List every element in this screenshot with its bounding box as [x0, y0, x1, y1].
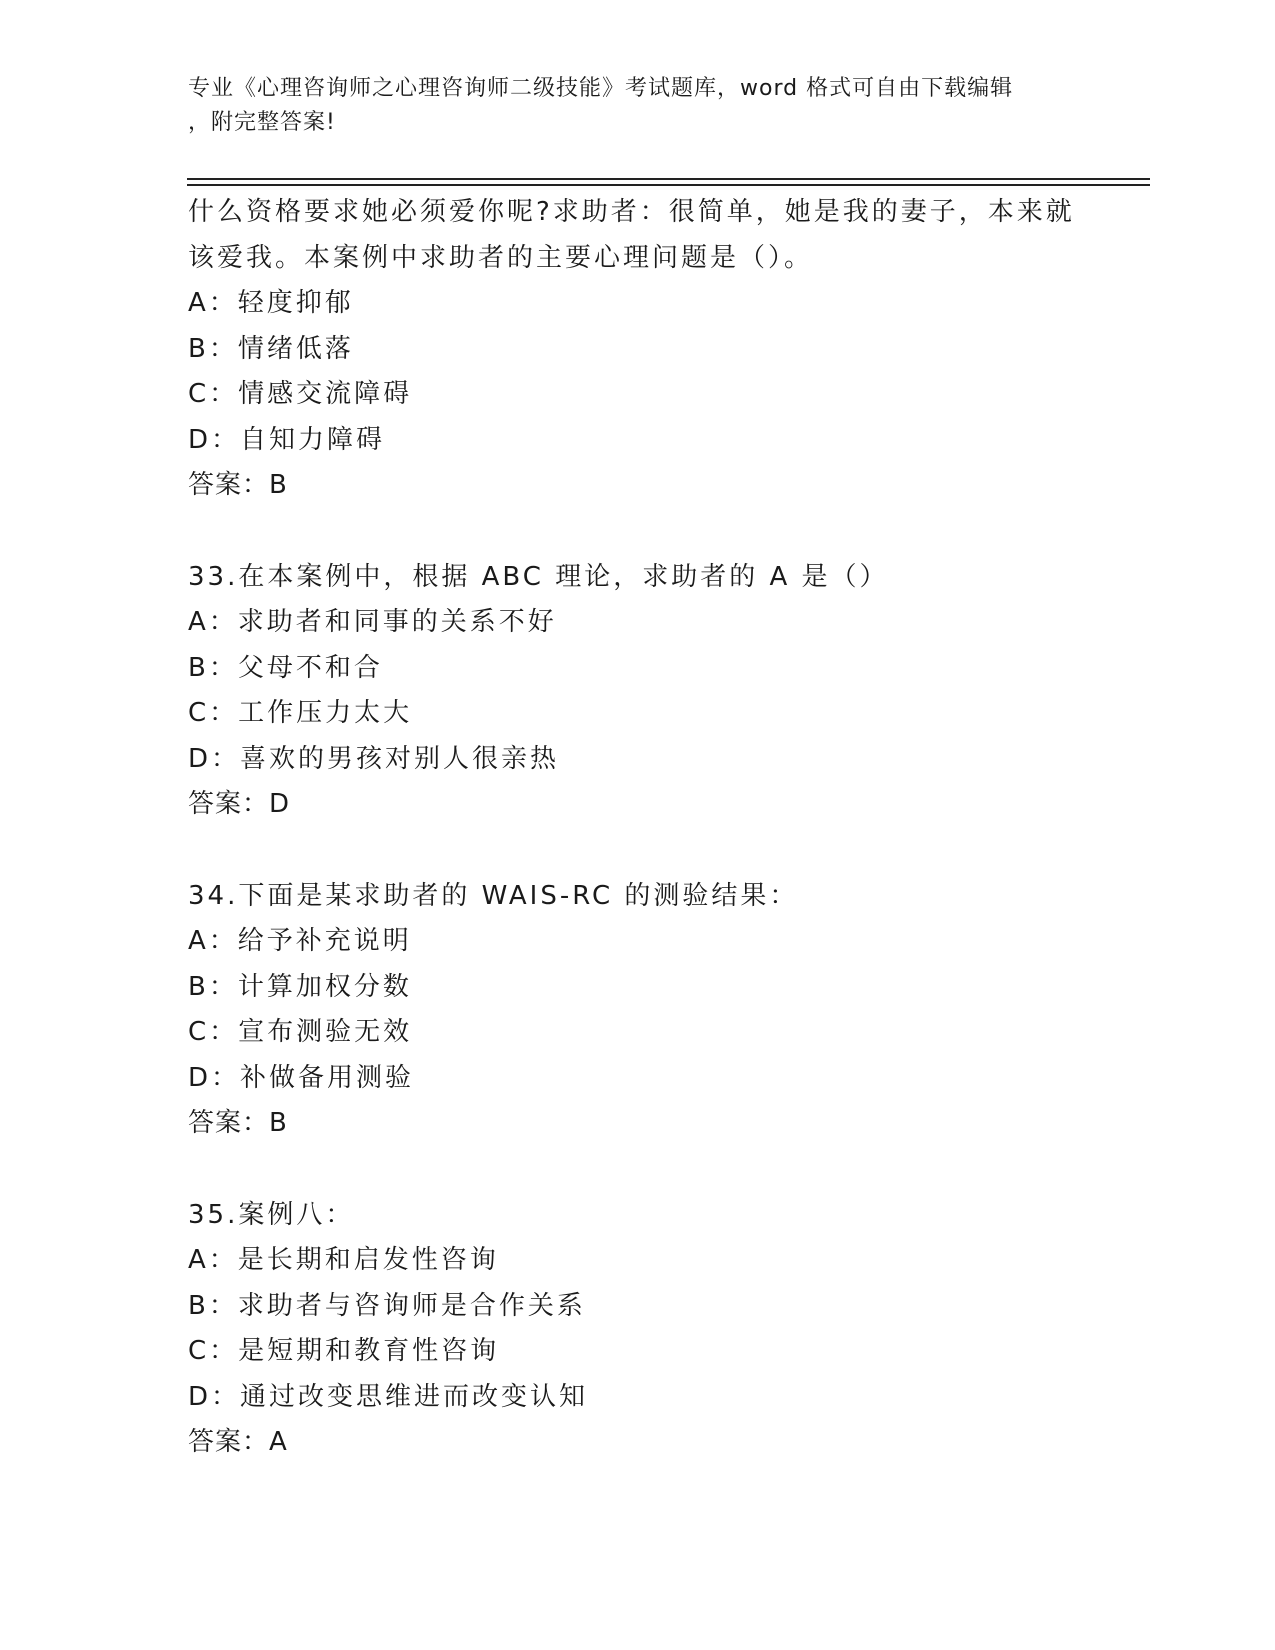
option-c: C：是短期和教育性咨询	[188, 1336, 500, 1366]
option-d: D：自知力障碍	[188, 424, 386, 455]
question-content	[188, 190, 1088, 1466]
header-title-line1: 专业《心理咨询师之心理咨询师二级技能》考试题库，word 格式可自由下载编辑	[188, 76, 1014, 101]
answer-line: 答案：A	[188, 1427, 288, 1457]
option-a: A：轻度抑郁	[188, 288, 354, 318]
option-b: B：计算加权分数	[188, 971, 412, 1002]
header-title-line2: ，附完整答案!	[188, 110, 336, 135]
question-block-32-continuation	[188, 190, 1088, 509]
option-b: B：父母不和合	[188, 652, 383, 683]
option-c: C：情感交流障碍	[188, 379, 413, 409]
option-d: D：喜欢的男孩对别人很亲热	[188, 743, 560, 774]
question-spacer	[188, 509, 1088, 555]
question-spacer	[188, 1147, 1088, 1193]
header-divider-bottom	[187, 184, 1150, 186]
option-c: C：工作压力太大	[188, 698, 413, 728]
question-text-line: 该爱我。本案例中求助者的主要心理问题是（）。	[188, 242, 814, 273]
option-b: B：求助者与咨询师是合作关系	[188, 1290, 586, 1321]
option-c: C：宣布测验无效	[188, 1017, 413, 1047]
answer-line: 答案：D	[188, 789, 291, 819]
question-stem: 33.在本案例中，根据 ABC 理论，求助者的 A 是（）	[188, 561, 889, 592]
option-b: B：情绪低落	[188, 333, 354, 364]
option-a: A：给予补充说明	[188, 926, 412, 956]
option-d: D：通过改变思维进而改变认知	[188, 1381, 589, 1412]
document-header	[188, 72, 1078, 140]
question-spacer	[188, 828, 1088, 874]
question-block-33	[188, 555, 1088, 828]
option-a: A：求助者和同事的关系不好	[188, 607, 557, 637]
question-text-line: 什么资格要求她必须爱你呢?求助者：很简单，她是我的妻子，本来就	[188, 197, 1075, 227]
answer-line: 答案：B	[188, 1108, 288, 1138]
question-block-35	[188, 1193, 1088, 1466]
question-block-34	[188, 874, 1088, 1147]
header-divider-top	[187, 178, 1150, 180]
question-stem: 34.下面是某求助者的 WAIS-RC 的测验结果：	[188, 880, 799, 911]
question-stem: 35.案例八：	[188, 1199, 355, 1230]
option-a: A：是长期和启发性咨询	[188, 1245, 499, 1275]
answer-line: 答案：B	[188, 470, 288, 500]
option-d: D：补做备用测验	[188, 1062, 415, 1093]
